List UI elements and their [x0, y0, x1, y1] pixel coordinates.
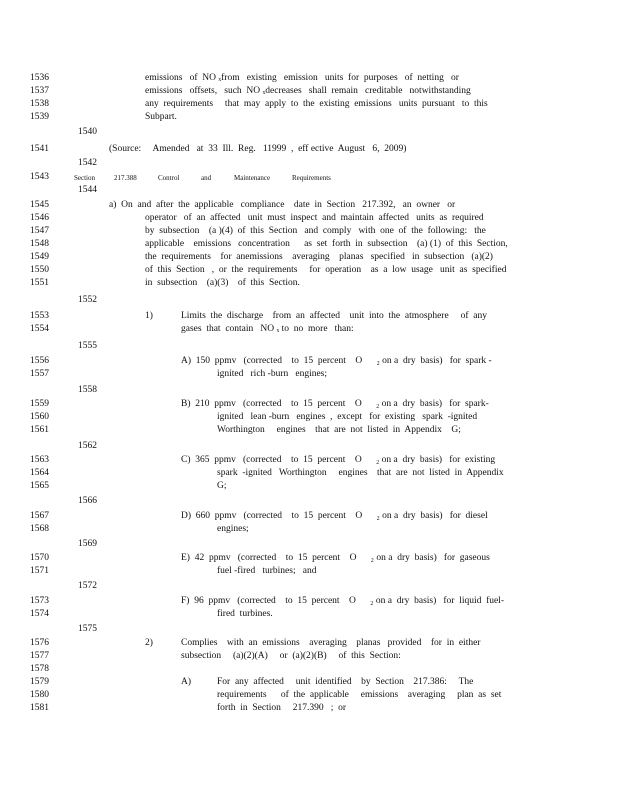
line-1570 [0, 552, 618, 565]
line-text: B) 210 ppmv (corrected to 15 percent O ₂ on a dry basis) for spark- [181, 399, 489, 409]
source-note: (Source: Amended at 33 Ill. Reg. 11999 , eff ective August 6, 2009) [109, 144, 407, 154]
line-1572 [0, 580, 618, 593]
section-title-word: and [201, 174, 212, 182]
line-number: 1565 [30, 481, 49, 491]
line-1541 [0, 143, 618, 156]
section-title-word: Control [158, 174, 180, 182]
line-text: in subsection (a)(3) of this Section. [145, 278, 300, 288]
line-number: 1572 [78, 581, 97, 591]
line-1553 [0, 310, 618, 323]
line-1547 [0, 225, 618, 238]
line-text: emissions of NO ₓfrom existing emission units for purposes of netting or [145, 73, 459, 83]
line-1536 [0, 72, 618, 85]
line-number: 1563 [30, 455, 49, 465]
line-number: 1548 [30, 239, 49, 249]
line-number: 1577 [30, 651, 49, 661]
line-text: G; [217, 481, 227, 491]
line-number: 1539 [30, 112, 49, 122]
line-1545 [0, 199, 618, 212]
line-number: 1547 [30, 226, 49, 236]
line-number: 1575 [78, 624, 97, 634]
line-text: Complies with an emissions averaging planas provided for in either [181, 638, 481, 648]
section-label: Section [74, 174, 95, 182]
line-1556 [0, 355, 618, 368]
line-number: 1542 [78, 158, 97, 168]
line-1549 [0, 251, 618, 264]
line-text: A) 150 ppmv (corrected to 15 percent O ₂ on a dry basis) for spark - [181, 356, 492, 366]
line-1560 [0, 411, 618, 424]
line-1555 [0, 340, 618, 353]
line-1546 [0, 212, 618, 225]
line-number: 1580 [30, 690, 49, 700]
line-1565 [0, 480, 618, 493]
line-text: any requirements that may apply to the existing emissions units pursuant to this [145, 99, 488, 109]
line-1561 [0, 424, 618, 437]
line-text: the requirements for anemissions averaging planas specified in subsection (a)(2) [145, 252, 493, 262]
line-number: 1567 [30, 511, 49, 521]
line-1581 [0, 702, 618, 715]
line-number: 1579 [30, 677, 49, 687]
line-1574 [0, 608, 618, 621]
line-number: 1536 [30, 73, 49, 83]
line-1554 [0, 323, 618, 336]
line-number: 1564 [30, 468, 49, 478]
line-number: 1581 [30, 703, 49, 713]
line-number: 1576 [30, 638, 49, 648]
line-number: 1557 [30, 369, 49, 379]
line-text: emissions offsets, such NO ₓdecreases shall remain creditable notwithstanding [145, 86, 471, 96]
line-text: Worthington engines that are not listed in Appendix G; [217, 425, 461, 435]
line-1578 [0, 663, 618, 676]
line-number: 1543 [30, 172, 49, 182]
section-title-word: Requirements [292, 174, 331, 182]
line-text: subsection (a)(2)(A) or (a)(2)(B) of this Section: [181, 651, 401, 661]
item-marker: A) [181, 677, 192, 687]
line-number: 1546 [30, 213, 49, 223]
line-text: ignited rich -burn engines; [217, 369, 328, 379]
line-text: of this Section , or the requirements for operation as a low usage unit as specified [145, 265, 507, 275]
line-number: 1578 [30, 664, 49, 674]
line-number: 1560 [30, 412, 49, 422]
line-1539 [0, 111, 618, 124]
line-text: C) 365 ppmv (corrected to 15 percent O ₂ on a dry basis) for existing [181, 455, 496, 465]
line-text: engines; [217, 524, 249, 534]
line-1571 [0, 565, 618, 578]
line-text: E) 42 ppmv (corrected to 15 percent O ₂ on a dry basis) for gaseous [181, 553, 490, 563]
line-number: 1553 [30, 311, 49, 321]
line-number: 1540 [78, 127, 97, 137]
line-1557 [0, 368, 618, 381]
line-1569 [0, 538, 618, 551]
line-number: 1544 [78, 185, 97, 195]
line-number: 1550 [30, 265, 49, 275]
line-number: 1570 [30, 553, 49, 563]
line-text: applicable emissions concentration as set forth in subsection (a) (1) of this Section, [145, 239, 508, 249]
line-1558 [0, 384, 618, 397]
line-1580 [0, 689, 618, 702]
line-text: D) 660 ppmv (corrected to 15 percent O ₂ on a dry basis) for diesel [181, 511, 488, 521]
line-number: 1556 [30, 356, 49, 366]
line-1551 [0, 277, 618, 290]
line-1537 [0, 85, 618, 98]
line-number: 1552 [78, 295, 97, 305]
line-number: 1574 [30, 609, 49, 619]
section-title-word: Maintenance [234, 174, 271, 182]
line-text: ignited lean -burn engines , except for existing spark -ignited [217, 412, 478, 422]
line-text: gases that contain NO ₓ to no more than: [181, 324, 354, 334]
line-text: requirements of the applicable emissions averaging plan as set [217, 690, 502, 700]
line-1543 [0, 171, 618, 184]
line-text: forth in Section 217.390 ; or [217, 703, 347, 713]
line-text: a) On and after the applicable compliance date in Section 217.392, an owner or [109, 200, 456, 210]
line-number: 1541 [30, 144, 49, 154]
line-1544 [0, 184, 618, 197]
line-1540 [0, 126, 618, 139]
line-text: Limits the discharge from an affected unit into the atmosphere of any [181, 311, 487, 321]
line-number: 1568 [30, 524, 49, 534]
line-1564 [0, 467, 618, 480]
line-number: 1561 [30, 425, 49, 435]
line-1538 [0, 98, 618, 111]
line-text: by subsection (a )(4) of this Section and comply with one of the following: the [145, 226, 486, 236]
line-1577 [0, 650, 618, 663]
line-text: fired turbines. [217, 609, 273, 619]
line-number: 1537 [30, 86, 49, 96]
line-number: 1558 [78, 385, 97, 395]
line-1575 [0, 623, 618, 636]
line-text: Subpart. [145, 112, 177, 122]
line-number: 1538 [30, 99, 49, 109]
line-number: 1573 [30, 596, 49, 606]
line-number: 1554 [30, 324, 49, 334]
line-number: 1571 [30, 566, 49, 576]
line-number: 1549 [30, 252, 49, 262]
line-text: fuel -fired turbines; and [217, 566, 317, 576]
line-1562 [0, 440, 618, 453]
line-1567 [0, 510, 618, 523]
line-1568 [0, 523, 618, 536]
line-number: 1555 [78, 341, 97, 351]
line-1579 [0, 676, 618, 689]
line-text: spark -ignited Worthington engines that are not listed in Appendix [217, 468, 504, 478]
line-1550 [0, 264, 618, 277]
line-number: 1545 [30, 200, 49, 210]
line-text: F) 96 ppmv (corrected to 15 percent O ₂ on a dry basis) for liquid fuel- [181, 596, 505, 606]
line-number: 1569 [78, 539, 97, 549]
line-1559 [0, 398, 618, 411]
line-1542 [0, 157, 618, 170]
line-number: 1562 [78, 441, 97, 451]
line-1566 [0, 495, 618, 508]
item-marker: 2) [145, 638, 153, 648]
line-number: 1551 [30, 278, 49, 288]
item-marker: 1) [145, 311, 153, 321]
line-number: 1566 [78, 496, 97, 506]
line-text: operator of an affected unit must inspect and maintain affected units as required [145, 213, 484, 223]
line-number: 1559 [30, 399, 49, 409]
line-1563 [0, 454, 618, 467]
line-1576 [0, 637, 618, 650]
line-1573 [0, 595, 618, 608]
section-number: 217.388 [114, 174, 137, 182]
line-1548 [0, 238, 618, 251]
line-text: For any affected unit identified by Section 217.386: The [217, 677, 474, 687]
line-1552 [0, 294, 618, 307]
